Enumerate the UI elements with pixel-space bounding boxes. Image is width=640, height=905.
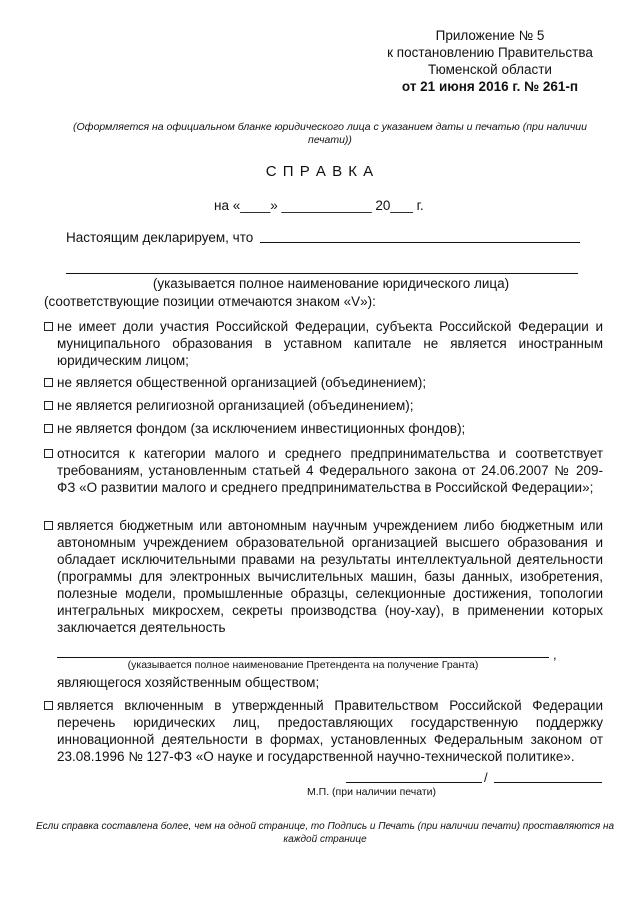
checkbox-innovation-list[interactable] [44,701,53,710]
item-not-religious-org: не является религиозной организацией (объединением); [57,398,414,413]
checkbox-not-fund[interactable] [44,424,53,433]
caption-mark: (соответствующие позиции отмечаются знаком «V»): [44,294,376,309]
caption-applicant: (указывается полное наименование Претендента на получение Гранта) [127,659,479,671]
item-innovation-list: является включенным в утвержденный Правительством Российской Федерации перечень юридических лиц, предоставляющих государственную поддержку инновационной деятельности в формах, установленных Федеральным законом от 23.08.1996 № 127-ФЗ «О науке и государственной научно-технической политике». [57,698,603,764]
letterhead-note-line2: печати)) [308,134,352,146]
appendix-header [340,27,640,95]
economic-society: являющегося хозяйственным обществом; [57,675,320,690]
signature-separator: / [484,770,488,785]
caption-entity: (указывается полное наименование юридического лица) [152,276,510,291]
comma: , [553,647,557,662]
footer-note [30,820,620,846]
stamp-caption: М.П. (при наличии печати) [307,786,437,798]
item-budget-institution: является бюджетным или автономным научным учреждением либо бюджетным или автономным учреждением образовательной организацией высшего образования и обладает исключительными правами на результаты интеллектуальной деятельности (программы для электронных вычислительных машин, базы данных, изобретения, полезные модели, промышленные образцы, селекционные достижения, топологии интегральных микросхем, секреты производства (ноу-хау), в применении которых заключается деятельность [57,518,603,635]
appendix-date: от 21 июня 2016 г. № 261-п [401,79,579,94]
letterhead-note-line1: (Оформляется на официальном бланке юридического лица с указанием даты и печатью (при наличии [73,121,587,133]
applicant-name-field[interactable] [57,657,549,658]
document-title: С П Р А В К А [265,163,375,180]
appendix-region: Тюменской области [428,62,552,77]
checkbox-sme[interactable] [44,449,53,458]
signature-name-field[interactable] [494,782,602,783]
entity-name-field[interactable] [260,242,580,243]
item-no-state-share: не имеет доли участия Российской Федерации, субъекта Российской Федерации и муниципального образования в уставном капитале не является иностранным юридическим лицом; [57,319,603,368]
footer-note-line2: каждой странице [283,834,367,845]
signature-field[interactable] [346,782,482,783]
item-sme: относится к категории малого и среднего предпринимательства и соответствует требованиям, установленным статьей 4 Федерального закона от 24.06.2007 № 209-ФЗ «О развитии малого и среднего предпринимательства в Российской Федерации»; [57,446,603,495]
declare-label: Настоящим декларируем, что [66,230,254,245]
letterhead-note [40,121,620,147]
appendix-number: Приложение № 5 [435,28,545,43]
entity-name-field-continued[interactable] [66,273,578,274]
appendix-resolution: к постановлению Правительства [387,45,593,60]
checkbox-not-religious-org[interactable] [44,401,53,410]
footer-note-line1: Если справка составлена более, чем на одной странице, то Подпись и Печать (при наличии печати) проставляются на [35,821,615,832]
checkbox-not-public-org[interactable] [44,378,53,387]
item-not-public-org: не является общественной организацией (объединением); [57,375,427,390]
checkbox-budget-institution[interactable] [44,521,53,530]
checkbox-no-state-share[interactable] [44,322,53,331]
item-not-fund: не является фондом (за исключением инвестиционных фондов); [57,421,466,436]
date-line: на «____» ____________ 20___ г. [214,198,424,213]
